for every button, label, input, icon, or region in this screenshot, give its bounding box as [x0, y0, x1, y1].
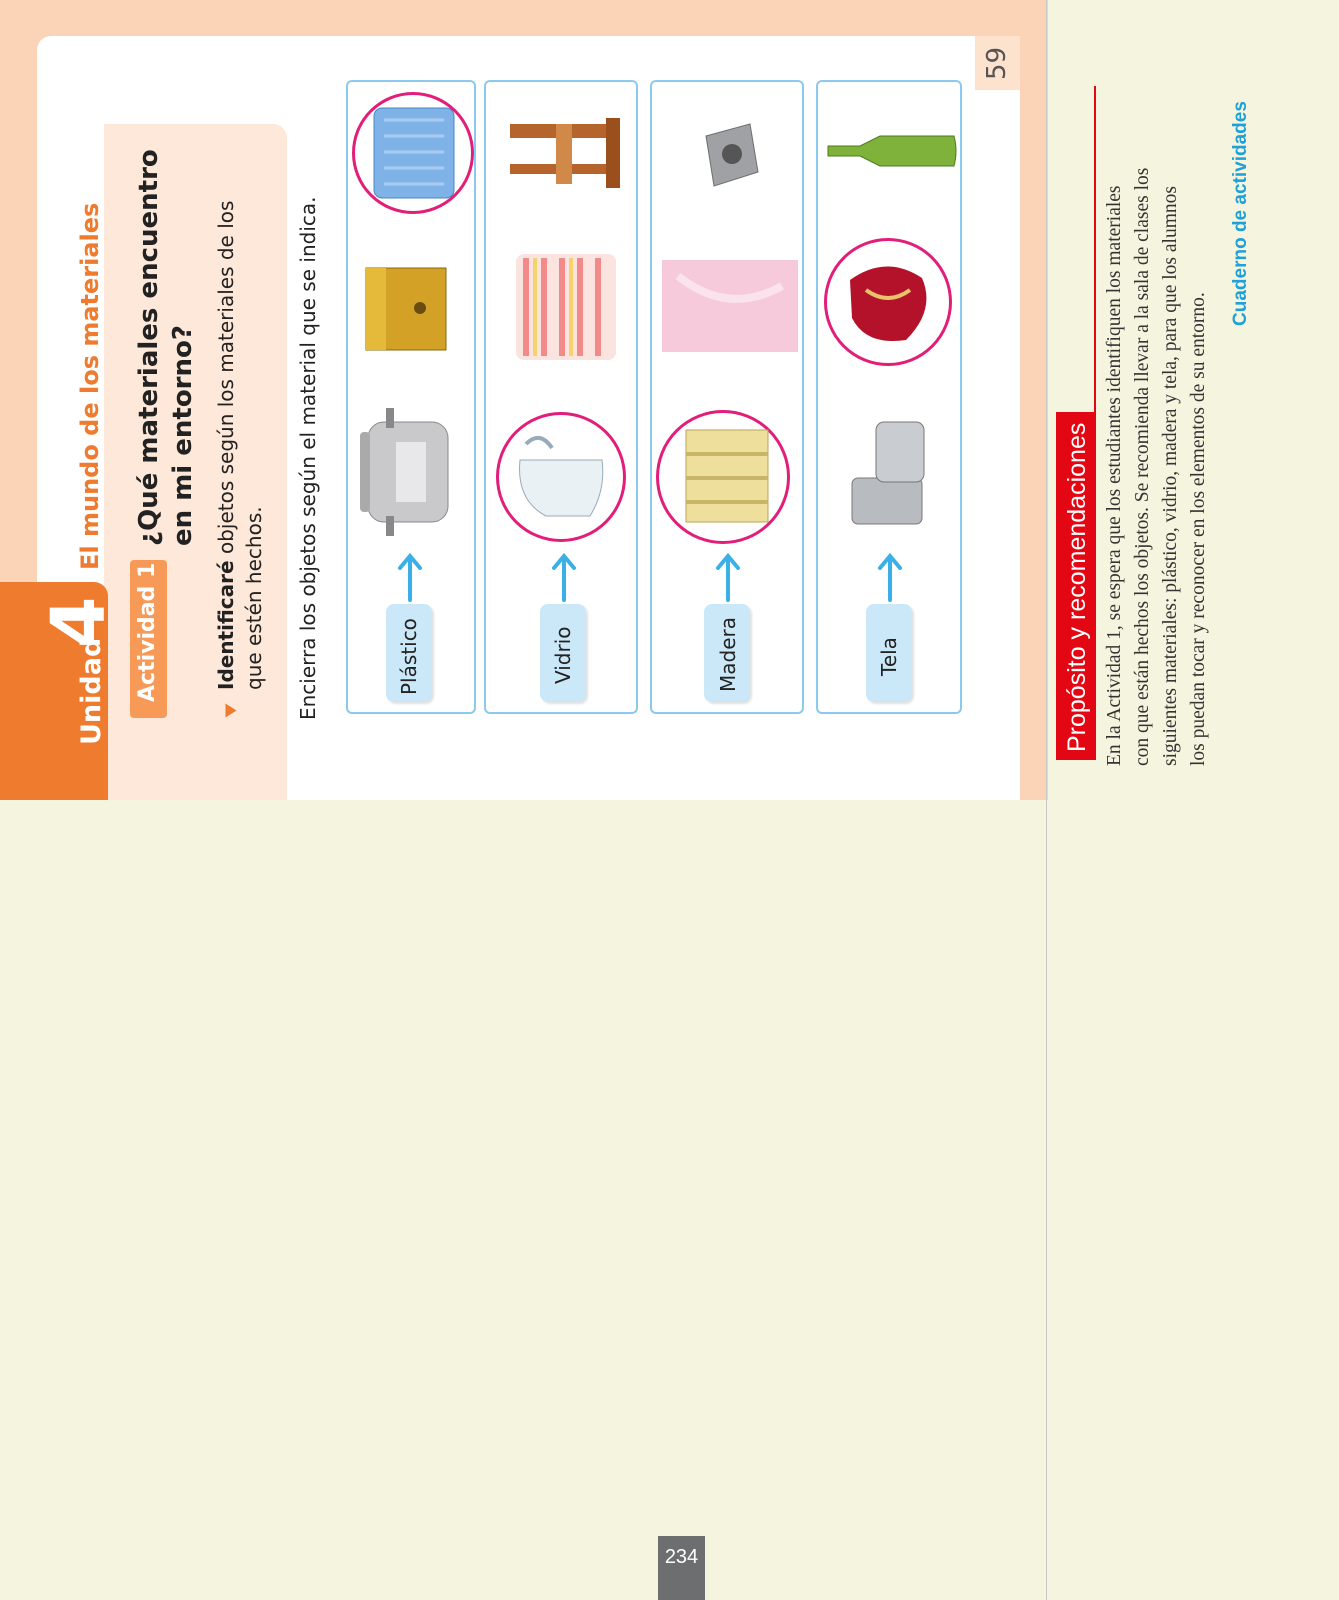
footer-page-number: 234 — [664, 1546, 699, 1568]
arrow-vidrio-icon — [550, 552, 578, 602]
page-number: 59 — [982, 46, 1012, 80]
instruction-text: Encierra los objetos según el material que se indica. — [296, 196, 320, 720]
student-page-thumbnail — [0, 0, 1048, 800]
column-divider — [1046, 0, 1047, 1600]
objective-bold: Identificaré — [214, 560, 238, 690]
row-label-vidrio: Vidrio — [551, 626, 575, 684]
unit-number: 4 — [36, 596, 122, 648]
arrow-tela-icon — [876, 552, 904, 602]
row-label-tela: Tela — [877, 637, 901, 676]
glass-bottle-icon — [826, 130, 960, 172]
wooden-box-icon — [356, 254, 460, 364]
unit-label: Unidad — [76, 637, 107, 745]
chair-icon — [496, 108, 634, 198]
glass-jug-icon — [506, 430, 616, 530]
row-label-madera: Madera — [716, 617, 740, 692]
bullet-triangle-icon — [226, 704, 237, 718]
row-label-plastico: Plástico — [397, 618, 421, 695]
guide-line-1: En la Actividad 1, se espera que los estudiantes identifiquen los materiales — [1104, 185, 1125, 766]
heading-rule — [1094, 86, 1096, 416]
guide-line-3: siguientes materiales: plástico, vidrio, madera y tela, para que los alumnos — [1160, 186, 1181, 766]
wooden-crate-icon — [672, 420, 782, 530]
plastic-bag-icon — [658, 256, 802, 356]
sharpener-icon — [696, 116, 764, 194]
guide-heading: Propósito y recomendaciones — [1063, 422, 1091, 752]
tin-cans-icon — [848, 418, 932, 528]
guide-line-2: con que están hechos los objetos. Se recomienda llevar a la sala de clases los — [1132, 167, 1153, 766]
objective-line1 — [214, 201, 238, 690]
plastic-crate-icon — [360, 100, 466, 206]
guide-line-4: los puedan tocar y reconocer en los elementos de su entorno. — [1188, 292, 1209, 766]
objective-line2: que estén hechos. — [242, 506, 266, 690]
arrow-plastico-icon — [396, 552, 424, 602]
activity-question-line2: en mi entorno? — [168, 325, 198, 546]
cuaderno-link[interactable]: Cuaderno de actividades — [1230, 101, 1251, 326]
arrow-madera-icon — [714, 552, 742, 602]
activity-question-line1: ¿Qué materiales encuentro — [134, 149, 164, 546]
pot-icon — [356, 402, 460, 542]
activity-badge-label: Actividad 1 — [135, 562, 160, 702]
silk-scarf-icon — [836, 250, 940, 354]
sweater-icon — [496, 244, 636, 370]
unit-title: El mundo de los materiales — [76, 202, 104, 570]
objective-rest: objetos según los materiales de los — [214, 200, 238, 561]
